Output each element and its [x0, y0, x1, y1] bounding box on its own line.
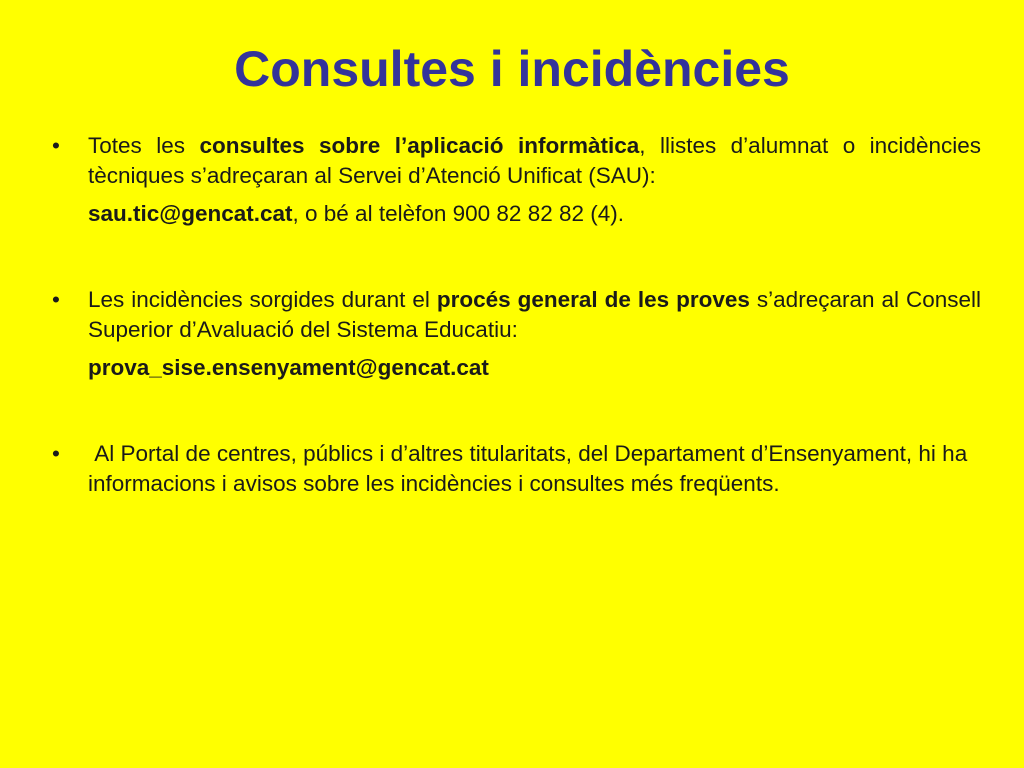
- contact-line: [88, 199, 981, 229]
- bullet-text-bold: procés general de les proves: [436, 287, 750, 312]
- bullet-marker: •: [52, 287, 60, 312]
- bullet-text-bold: consultes sobre l’aplicació informàtica: [199, 133, 640, 158]
- bullet-text-rest: , llistes d’alumnat o incidències tècniques s’adreçaran al Servei d’Atenció Unificat (SAU):: [88, 133, 981, 188]
- phone-text: , o bé al telèfon 900 82 82 82 (4).: [292, 201, 625, 226]
- bullet-text: Al Portal de centres, públics i d’altres titularitats, del Departament d’Ensenyament, hi ha informacions i avisos sobre les incidències i consultes més freqüents.: [88, 441, 974, 496]
- bullet-text-plain: Totes les: [88, 133, 200, 158]
- bullet-text: [88, 285, 981, 345]
- bullet-text: [88, 131, 981, 191]
- bullet-text-plain: Les incidències sorgides durant el: [88, 287, 437, 312]
- bullet-list: [52, 131, 981, 499]
- bullet-text-rest: s’adreçaran al Consell Superior d’Avaluació del Sistema Educatiu:: [88, 287, 981, 342]
- bullet-item-portal: [52, 439, 981, 499]
- bullet-marker: •: [52, 441, 60, 466]
- email-sau[interactable]: sau.tic@gencat.cat: [88, 201, 293, 226]
- bullet-marker: •: [52, 133, 60, 158]
- slide-title: Consultes i incidències: [234, 41, 790, 97]
- bullet-item-proves: [52, 285, 981, 383]
- email-proves[interactable]: prova_sise.ensenyament@gencat.cat: [88, 355, 489, 380]
- bullet-item-sau: [52, 131, 981, 229]
- contact-line: [88, 353, 981, 383]
